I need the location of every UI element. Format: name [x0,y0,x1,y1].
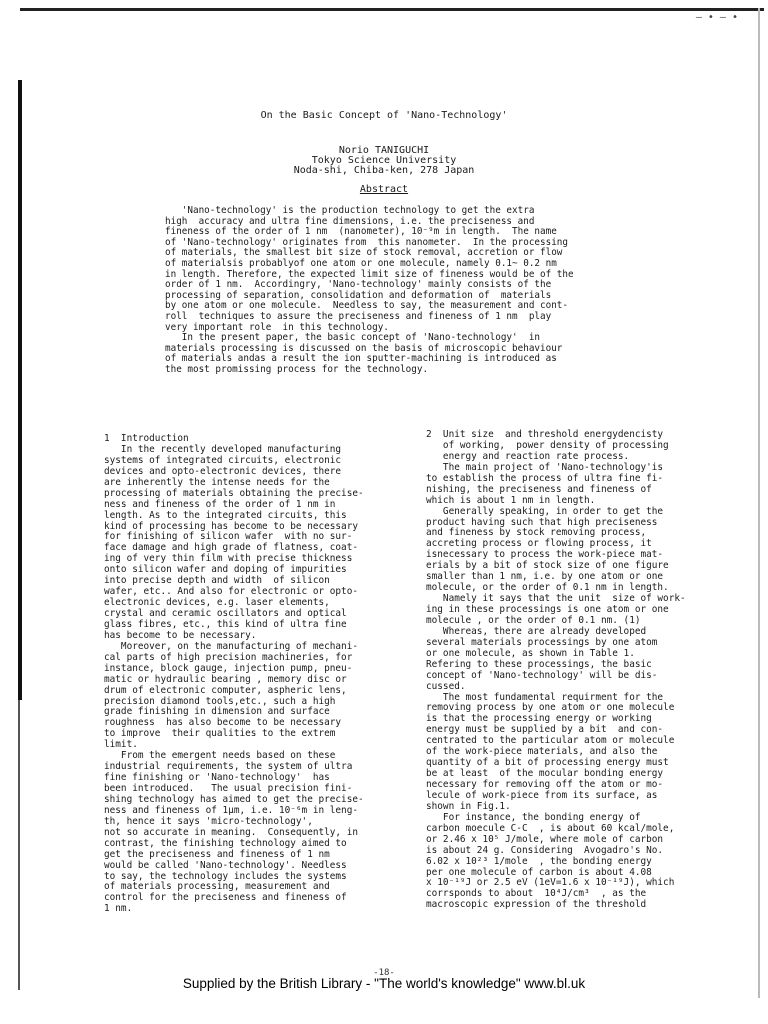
body-text-line: erials by a bit of stock size of one figure [426,560,669,572]
body-text-line: Generally speaking, in order to get the [426,505,664,517]
body-text-line: lecule of work-piece from its surface, as [426,789,658,801]
abstract-line: in length. Therefore, the expected limit size of fineness would be of the [165,268,574,280]
abstract-line: by one atom or one molecule. Needless to say, the measurement and cont- [165,300,568,312]
body-text-line: cal parts of high precision machineries, for [104,651,353,663]
body-text-line: systems of integrated circuits, electronic [104,454,342,466]
body-text-line: roughness has also become to be necessary [104,717,342,729]
abstract-line: high accuracy and ultra fine dimensions, i.e. the preciseness and [165,215,535,227]
body-text-line: wafer, etc.. And also for electronic or opto- [104,586,358,598]
body-text-line: for finishing of silicon wafer with no sur- [104,531,353,543]
body-text-line: isnecessary to process the work-piece mat- [426,549,664,561]
body-text-line: molecule , or the order of 0.1 nm. (1) [426,614,641,626]
body-text-line: nishing, the preciseness and fineness of [426,483,652,495]
body-text-line: The main project of 'Nano-technology'is [426,461,664,473]
body-text-line: grade finishing in dimension and surface [104,706,330,718]
body-text-line: molecule, or the order of 0.1 nm in length. [426,582,669,594]
body-text-line: quantity of a bit of processing energy must [426,757,669,769]
body-text-line: several materials processings by one atom [426,636,658,648]
body-text-line: accreting process or flowing process, it [426,538,652,550]
body-text-line: into precise depth and width of silicon [104,575,330,587]
abstract-line: roll techniques to assure the preciseness and fineness of 1 nm play [165,310,552,322]
body-text-line: 1 nm. [104,903,133,915]
body-text-line: cussed. [426,680,466,692]
body-text-line: onto silicon wafer and doping of impurities [104,564,347,576]
body-text-line: ness and fineness of 1μm, i.e. 10⁻⁶m in leng- [104,804,358,816]
body-text-line: kind of processing has become to be necessary [104,520,358,532]
author-name: Norio TANIGUCHI [338,145,430,156]
body-text-line: electronic devices, e.g. laser elements, [104,597,330,609]
scan-marks: — • — • [695,12,738,23]
body-text-line: industrial requirements, the system of ultra [104,761,353,773]
page-number: -18- [373,968,395,978]
body-text-line: get the preciseness and fineness of 1 nm [104,848,330,860]
body-text-line: been introduced. The usual precision fini- [104,783,353,794]
body-text-line: x 10⁻¹⁹J or 2.5 eV (1eV=1.6 x 10⁻¹⁹J), which [426,877,675,889]
body-text-line: precision diamond tools,etc., such a high [104,695,336,707]
body-text-line: limit. [104,739,138,751]
body-text-line: centrated to the particular atom or molecule [426,735,675,747]
body-text-line: necessary for removing off the atom or mo- [426,779,664,790]
body-text-line: control for the preciseness and fineness of [104,892,347,904]
body-text-line: not so accurate in meaning. Consequently, in [104,826,358,838]
body-text-line: macroscopic expression of the threshold [426,899,647,911]
body-text-line: shown in Fig.1. [426,800,511,812]
abstract-line: the most promissing process for the technology. [165,363,429,375]
page-top-edge [20,8,764,11]
body-text-line: of the work-piece materials, and also the [426,746,658,758]
body-text-line: Refering to these processings, the basic [426,658,652,670]
body-text-line: per one molecule of carbon is about 4.08 [426,866,652,878]
page-left-edge [18,700,20,990]
body-text-line: Moreover, on the manufacturing of mechani- [104,640,358,652]
body-text-line: is about 24 g. Considering Avogadro's No. [426,844,664,856]
body-text-line: corrsponds to about 10⁴J/cm³ , as the [426,888,647,900]
author-affiliation: Tokyo Science University [311,155,457,166]
abstract-line: 'Nano-technology' is the production technology to get the extra [165,205,535,216]
author-address: Noda-shi, Chiba-ken, 278 Japan [293,165,475,176]
body-text-line: instance, block gauge, injection pump, pneu- [104,662,353,674]
right-column [426,430,756,911]
author-block [0,146,768,176]
body-text-line: energy and reaction rate process. [426,450,630,462]
body-text-line: ing in these processings is one atom or one [426,604,669,615]
abstract-line: of materials, the smallest bit size of stock removal, accretion or flow [165,247,563,259]
body-text-line: carbon moecule C-C , is about 60 kcal/mole, [426,822,675,834]
body-text-line: shing technology has aimed to get the precise- [104,793,364,805]
body-text-line: length. As to the integrated circuits, this [104,509,347,521]
abstract-line: materials processing is discussed on the basis of microscopic behaviour [165,342,563,354]
body-text-line: or 2.46 x 10⁵ J/mole, where mole of carbon [426,833,664,845]
body-text-line: In the recently developed manufacturing [104,443,342,455]
body-text-line: smaller than 1 nm, i.e. by one atom or one [426,571,664,583]
body-text-line: Namely it says that the unit size of work- [426,593,686,605]
body-text-line: are inherently the intense needs for the [104,476,330,488]
body-text-line: For instance, the bonding energy of [426,811,641,823]
body-text-line: to establish the process of ultra fine fi- [426,472,664,484]
body-text-line: which is about 1 nm in length. [426,494,596,506]
abstract-line: fineness of the order of 1 nm (nanometer), 10⁻⁹m in length. The name [165,226,557,238]
body-text-line: of materials processing, measurement and [104,881,330,893]
body-text-line: is that the processing energy or working [426,713,652,725]
body-text-line: processing of materials obtaining the precise- [104,487,364,499]
body-text-line: ing of very thin film with precise thickness [104,553,353,565]
body-text-line: Whereas, there are already developed [426,625,647,637]
body-text-line: 1 Introduction [104,433,189,444]
body-text-line: or one molecule, as shown in Table 1. [426,647,635,659]
abstract-line: of materialsis probablyof one atom or one molecule, namely 0.1~ 0.2 nm [165,257,557,269]
body-text-line: removing process by one atom or one molecule [426,702,675,714]
paper-title: On the Basic Concept of 'Nano-Technology' [260,110,508,121]
library-footer: Supplied by the British Library - "The world's knowledge" www.bl.uk [182,976,586,991]
body-text-line: The most fundamental requirment for the [426,691,664,703]
body-text-line: product having such that high preciseness [426,516,658,528]
body-text-line: 6.02 x 10²³ 1/mole , the bonding energy [426,855,652,867]
abstract-line: processing of separation, consolidation and deformation of materials [165,289,552,301]
body-text-line: to improve their qualities to the extrem [104,728,336,740]
body-text-line: would be called 'Nano-technology'. Needless [104,859,347,871]
body-text-line: drum of electronic computer, aspheric lens, [104,684,347,696]
abstract-body [165,206,630,376]
body-text-line: be at least of the mocular bonding energy [426,768,664,780]
abstract-line: In the present paper, the basic concept of 'Nano-technology' in [165,332,541,344]
body-text-line: of working, power density of processing [426,439,669,451]
body-text-line: devices and opto-electronic devices, there [104,465,342,477]
abstract-line: of 'Nano-technology' originates from this nanometer. In the processing [165,236,568,248]
body-text-line: fine finishing or 'Nano-technology' has [104,772,330,784]
abstract-line: order of 1 nm. Accordingry, 'Nano-technology' mainly consists of the [165,279,552,291]
body-text-line: has become to be necessary. [104,629,257,641]
body-text-line: th, hence it says 'micro-technology', [104,815,313,827]
body-text-line: From the emergent needs based on these [104,750,336,762]
body-text-line: crystal and ceramic oscillators and optical [104,608,347,619]
body-text-line: glass fibres, etc., this kind of ultra fine [104,618,347,630]
abstract-line: very important role in this technology. [165,321,389,333]
body-text-line: to say, the technology includes the systems [104,870,347,882]
body-text-line: energy must be supplied by a bit and con- [426,724,664,736]
body-text-line: and fineness by stock removing process, [426,527,647,539]
body-text-line: concept of 'Nano-technology' will be dis- [426,669,658,681]
abstract-heading: Abstract [359,184,409,195]
body-text-line: matic or hydraulic bearing , memory disc or [104,673,347,685]
left-column [104,434,422,915]
body-text-line: contrast, the finishing technology aimed to [104,837,347,849]
body-text-line: face damage and high grade of flatness, coat- [104,542,358,554]
body-text-line: ness and fineness of the order of 1 nm in [104,498,336,510]
body-text-line: 2 Unit size and threshold energydencisty [426,429,664,440]
abstract-line: of materials andas a result the ion sputter-machining is introduced as [165,353,557,365]
